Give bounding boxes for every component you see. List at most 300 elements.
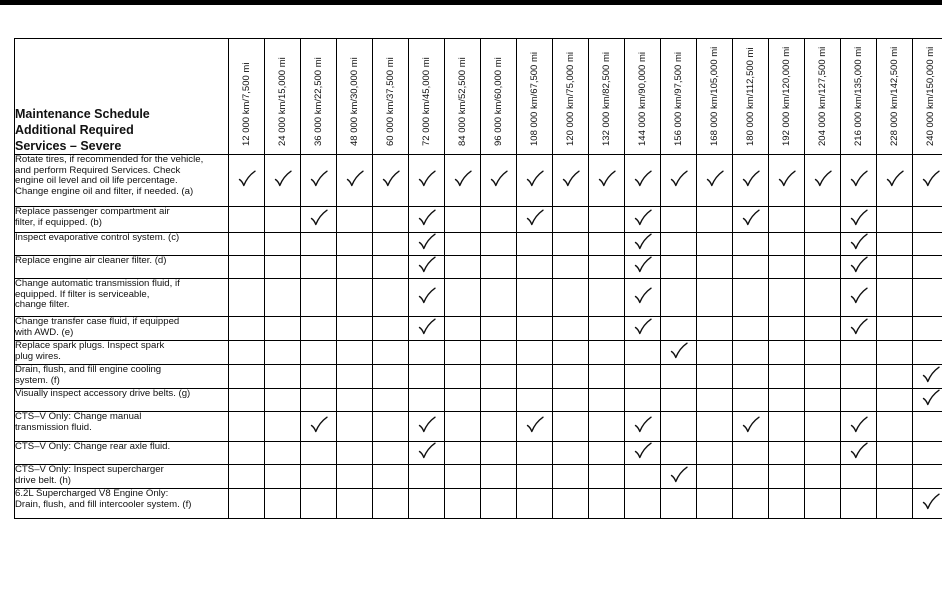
interval-header [229, 39, 265, 155]
checkmark-icon [634, 446, 652, 463]
service-text-line: Visually inspect accessory drive belts. (g) [15, 388, 191, 399]
schedule-cell [661, 442, 697, 465]
schedule-cell [229, 465, 265, 489]
schedule-cell [769, 365, 805, 389]
checkmark-icon [418, 213, 436, 230]
service-description [15, 465, 229, 489]
schedule-cell [913, 412, 942, 442]
schedule-cell [733, 412, 769, 442]
schedule-cell [589, 279, 625, 317]
checkmark-icon [850, 420, 868, 437]
interval-label: 72 000 km/45,000 mi [420, 57, 432, 146]
checkmark-icon [850, 174, 868, 191]
checkmark-icon [850, 446, 868, 463]
schedule-cell [265, 207, 301, 233]
schedule-cell [805, 389, 841, 412]
schedule-cell [697, 389, 733, 412]
schedule-cell [769, 317, 805, 341]
checkmark-icon [562, 174, 580, 191]
service-row [15, 442, 942, 465]
schedule-cell [373, 389, 409, 412]
checkmark-icon [346, 174, 364, 191]
schedule-cell [373, 442, 409, 465]
checkmark-icon [634, 213, 652, 230]
schedule-cell [877, 365, 913, 389]
title-line: Maintenance Schedule [15, 107, 150, 121]
service-description [15, 155, 229, 207]
schedule-cell [445, 233, 481, 256]
schedule-cell [301, 155, 337, 207]
schedule-cell [697, 465, 733, 489]
schedule-cell [265, 317, 301, 341]
schedule-cell [445, 207, 481, 233]
service-row [15, 279, 942, 317]
schedule-cell [553, 279, 589, 317]
checkmark-icon [634, 291, 652, 308]
service-description [15, 341, 229, 365]
schedule-cell [877, 155, 913, 207]
schedule-cell [913, 317, 942, 341]
schedule-cell [625, 256, 661, 279]
schedule-cell [265, 279, 301, 317]
schedule-cell [373, 317, 409, 341]
interval-label: 24 000 km/15,000 mi [276, 57, 288, 146]
schedule-cell [589, 256, 625, 279]
interval-label: 144 000 km/90,000 mi [636, 51, 648, 146]
schedule-cell [265, 365, 301, 389]
checkmark-icon [418, 322, 436, 339]
interval-header [913, 39, 942, 155]
checkmark-icon [634, 322, 652, 339]
schedule-cell [589, 317, 625, 341]
checkmark-icon [742, 420, 760, 437]
schedule-cell [589, 465, 625, 489]
schedule-cell [517, 341, 553, 365]
schedule-cell [661, 207, 697, 233]
schedule-cell [337, 412, 373, 442]
schedule-cell [337, 341, 373, 365]
schedule-cell [409, 389, 445, 412]
top-rule [0, 0, 942, 5]
interval-label: 156 000 km/97,500 mi [672, 51, 684, 146]
schedule-cell [337, 233, 373, 256]
schedule-cell [805, 317, 841, 341]
schedule-cell [841, 341, 877, 365]
schedule-cell [769, 256, 805, 279]
schedule-cell [229, 341, 265, 365]
schedule-cell [589, 365, 625, 389]
schedule-cell [517, 489, 553, 519]
schedule-cell [301, 489, 337, 519]
schedule-cell [481, 341, 517, 365]
schedule-cell [661, 155, 697, 207]
interval-header [877, 39, 913, 155]
schedule-cell [409, 465, 445, 489]
schedule-cell [625, 341, 661, 365]
schedule-cell [301, 442, 337, 465]
schedule-cell [445, 442, 481, 465]
schedule-cell [841, 365, 877, 389]
service-row [15, 317, 942, 341]
schedule-cell [625, 365, 661, 389]
schedule-cell [373, 365, 409, 389]
schedule-cell [445, 279, 481, 317]
checkmark-icon [418, 237, 436, 254]
schedule-cell [913, 389, 942, 412]
schedule-cell [373, 412, 409, 442]
schedule-cell [805, 412, 841, 442]
service-text-line: equipped. If filter is serviceable, [15, 288, 150, 300]
schedule-cell [337, 155, 373, 207]
schedule-cell [337, 389, 373, 412]
schedule-cell [733, 233, 769, 256]
schedule-cell [337, 256, 373, 279]
schedule-cell [229, 389, 265, 412]
schedule-cell [733, 389, 769, 412]
schedule-cell [517, 465, 553, 489]
service-text-line: Replace engine air cleaner filter. (d) [15, 255, 167, 266]
checkmark-icon [526, 420, 544, 437]
schedule-cell [625, 207, 661, 233]
service-text-line: change filter. [15, 299, 70, 310]
schedule-cell [877, 389, 913, 412]
schedule-cell [733, 442, 769, 465]
schedule-cell [625, 389, 661, 412]
schedule-cell [625, 442, 661, 465]
schedule-cell [445, 412, 481, 442]
schedule-cell [841, 465, 877, 489]
schedule-cell [841, 233, 877, 256]
schedule-cell [445, 317, 481, 341]
schedule-cell [769, 207, 805, 233]
schedule-cell [301, 256, 337, 279]
checkmark-icon [922, 174, 940, 191]
interval-label: 216 000 km/135,000 mi [852, 46, 864, 146]
schedule-cell [445, 256, 481, 279]
schedule-cell [769, 233, 805, 256]
schedule-cell [841, 317, 877, 341]
schedule-cell [697, 442, 733, 465]
schedule-cell [265, 465, 301, 489]
schedule-cell [517, 412, 553, 442]
interval-header [661, 39, 697, 155]
schedule-cell [913, 489, 942, 519]
schedule-cell [301, 279, 337, 317]
interval-label: 180 000 km/112,500 mi [744, 47, 756, 146]
schedule-cell [517, 207, 553, 233]
checkmark-icon [742, 213, 760, 230]
schedule-cell [301, 317, 337, 341]
schedule-cell [229, 256, 265, 279]
schedule-cell [841, 279, 877, 317]
schedule-cell [229, 155, 265, 207]
checkmark-icon [814, 174, 832, 191]
schedule-cell [661, 412, 697, 442]
schedule-cell [769, 465, 805, 489]
interval-label: 228 000 km/142,500 mi [888, 46, 900, 146]
schedule-cell [481, 412, 517, 442]
schedule-cell [409, 412, 445, 442]
schedule-cell [805, 279, 841, 317]
schedule-cell [265, 389, 301, 412]
schedule-cell [373, 207, 409, 233]
interval-header [409, 39, 445, 155]
schedule-cell [301, 233, 337, 256]
schedule-cell [625, 279, 661, 317]
schedule-cell [913, 233, 942, 256]
schedule-cell [409, 341, 445, 365]
schedule-cell [661, 341, 697, 365]
schedule-cell [553, 341, 589, 365]
interval-header [625, 39, 661, 155]
schedule-cell [877, 442, 913, 465]
schedule-cell [517, 279, 553, 317]
schedule-cell [301, 207, 337, 233]
schedule-cell [481, 256, 517, 279]
schedule-cell [517, 233, 553, 256]
schedule-cell [913, 341, 942, 365]
checkmark-icon [454, 174, 472, 191]
checkmark-icon [418, 291, 436, 308]
checkmark-icon [922, 393, 940, 410]
service-description [15, 317, 229, 341]
schedule-cell [589, 389, 625, 412]
checkmark-icon [418, 260, 436, 277]
interval-header [697, 39, 733, 155]
schedule-cell [337, 279, 373, 317]
service-text-line: 6.2L Supercharged V8 Engine Only: [15, 488, 169, 499]
service-row [15, 256, 942, 279]
schedule-cell [409, 365, 445, 389]
interval-header [841, 39, 877, 155]
schedule-cell [481, 442, 517, 465]
checkmark-icon [490, 174, 508, 191]
interval-label: 48 000 km/30,000 mi [348, 57, 360, 146]
interval-header [733, 39, 769, 155]
schedule-cell [409, 155, 445, 207]
checkmark-icon [706, 174, 724, 191]
interval-label: 96 000 km/60,000 mi [492, 57, 504, 146]
schedule-cell [409, 489, 445, 519]
service-text-line: engine oil level and oil life percentage. [15, 175, 178, 186]
interval-header [805, 39, 841, 155]
service-row [15, 341, 942, 365]
checkmark-icon [310, 213, 328, 230]
service-text-line: Change automatic transmission fluid, if [15, 278, 180, 289]
schedule-cell [409, 279, 445, 317]
schedule-cell [805, 465, 841, 489]
schedule-cell [913, 279, 942, 317]
schedule-cell [913, 465, 942, 489]
schedule-cell [697, 256, 733, 279]
schedule-cell [373, 489, 409, 519]
checkmark-icon [742, 174, 760, 191]
schedule-cell [733, 465, 769, 489]
schedule-cell [373, 279, 409, 317]
schedule-cell [841, 207, 877, 233]
schedule-cell [445, 155, 481, 207]
checkmark-icon [310, 174, 328, 191]
schedule-cell [877, 256, 913, 279]
schedule-cell [301, 412, 337, 442]
checkmark-icon [922, 497, 940, 514]
schedule-cell [229, 207, 265, 233]
schedule-cell [913, 365, 942, 389]
header-row [15, 39, 942, 155]
schedule-cell [589, 489, 625, 519]
service-description [15, 489, 229, 519]
checkmark-icon [634, 237, 652, 254]
schedule-cell [697, 365, 733, 389]
schedule-cell [553, 256, 589, 279]
schedule-cell [589, 341, 625, 365]
interval-header [445, 39, 481, 155]
schedule-cell [589, 233, 625, 256]
checkmark-icon [850, 213, 868, 230]
schedule-cell [373, 155, 409, 207]
schedule-cell [517, 442, 553, 465]
interval-header [553, 39, 589, 155]
schedule-cell [661, 389, 697, 412]
service-text-line: CTS–V Only: Inspect supercharger [15, 464, 164, 475]
schedule-cell [841, 389, 877, 412]
checkmark-icon [526, 174, 544, 191]
schedule-cell [877, 465, 913, 489]
interval-header [589, 39, 625, 155]
interval-header [301, 39, 337, 155]
schedule-cell [265, 155, 301, 207]
service-text-line: drive belt. (h) [15, 474, 71, 486]
schedule-cell [733, 279, 769, 317]
checkmark-icon [418, 420, 436, 437]
schedule-cell [481, 365, 517, 389]
schedule-cell [373, 256, 409, 279]
schedule-cell [409, 233, 445, 256]
schedule-cell [769, 389, 805, 412]
service-text-line: Drain, flush, and fill engine cooling [15, 364, 162, 375]
checkmark-icon [670, 346, 688, 363]
schedule-cell [553, 317, 589, 341]
service-description [15, 233, 229, 256]
checkmark-icon [670, 470, 688, 487]
table-title [15, 39, 229, 155]
title-line: Services – Severe [15, 139, 122, 153]
schedule-cell [265, 233, 301, 256]
schedule-cell [769, 155, 805, 207]
schedule-cell [769, 279, 805, 317]
schedule-cell [301, 341, 337, 365]
schedule-cell [697, 412, 733, 442]
schedule-cell [373, 465, 409, 489]
interval-label: 12 000 km/7,500 mi [240, 62, 252, 146]
schedule-cell [481, 155, 517, 207]
interval-label: 240 000 km/150,000 mi [924, 46, 936, 146]
schedule-cell [229, 365, 265, 389]
schedule-cell [589, 207, 625, 233]
service-row [15, 365, 942, 389]
checkmark-icon [526, 213, 544, 230]
schedule-cell [697, 207, 733, 233]
schedule-cell [481, 233, 517, 256]
service-text-line: plug wires. [15, 350, 61, 362]
schedule-cell [769, 412, 805, 442]
interval-header [517, 39, 553, 155]
schedule-cell [625, 489, 661, 519]
interval-label: 168 000 km/105,000 mi [708, 46, 720, 146]
checkmark-icon [850, 260, 868, 277]
service-text-line: and perform Required Services. Check [15, 164, 181, 176]
schedule-cell [445, 341, 481, 365]
schedule-cell [913, 256, 942, 279]
schedule-cell [481, 489, 517, 519]
schedule-cell [265, 256, 301, 279]
schedule-cell [553, 412, 589, 442]
schedule-cell [481, 317, 517, 341]
checkmark-icon [634, 174, 652, 191]
schedule-cell [589, 155, 625, 207]
schedule-cell [625, 155, 661, 207]
schedule-cell [913, 155, 942, 207]
checkmark-icon [670, 174, 688, 191]
schedule-cell [661, 233, 697, 256]
schedule-cell [661, 256, 697, 279]
service-text-line: Rotate tires, if recommended for the vehicle, [15, 154, 204, 165]
interval-header [769, 39, 805, 155]
schedule-cell [409, 256, 445, 279]
interval-label: 84 000 km/52,500 mi [456, 57, 468, 146]
service-description [15, 389, 229, 412]
schedule-cell [625, 233, 661, 256]
schedule-cell [661, 465, 697, 489]
schedule-cell [337, 442, 373, 465]
interval-label: 36 000 km/22,500 mi [312, 57, 324, 146]
service-text-line: system. (f) [15, 374, 60, 386]
service-description [15, 279, 229, 317]
checkmark-icon [850, 322, 868, 339]
service-description [15, 256, 229, 279]
service-description [15, 442, 229, 465]
checkmark-icon [418, 174, 436, 191]
schedule-cell [409, 442, 445, 465]
schedule-cell [661, 489, 697, 519]
schedule-cell [841, 489, 877, 519]
schedule-cell [337, 365, 373, 389]
schedule-cell [265, 341, 301, 365]
interval-header [265, 39, 301, 155]
schedule-cell [481, 465, 517, 489]
schedule-cell [553, 233, 589, 256]
schedule-cell [229, 317, 265, 341]
schedule-cell [229, 233, 265, 256]
schedule-cell [805, 207, 841, 233]
schedule-cell [769, 341, 805, 365]
schedule-cell [877, 207, 913, 233]
service-text-line: with AWD. (e) [15, 326, 74, 338]
service-text-line: CTS–V Only: Change manual [15, 411, 142, 422]
schedule-cell [805, 155, 841, 207]
schedule-cell [373, 341, 409, 365]
checkmark-icon [382, 174, 400, 191]
schedule-cell [733, 207, 769, 233]
schedule-cell [625, 465, 661, 489]
schedule-cell [733, 155, 769, 207]
schedule-cell [697, 279, 733, 317]
schedule-cell [841, 442, 877, 465]
schedule-cell [337, 465, 373, 489]
checkmark-icon [778, 174, 796, 191]
service-text-line: Change transfer case fluid, if equipped [15, 316, 180, 327]
service-row [15, 412, 942, 442]
